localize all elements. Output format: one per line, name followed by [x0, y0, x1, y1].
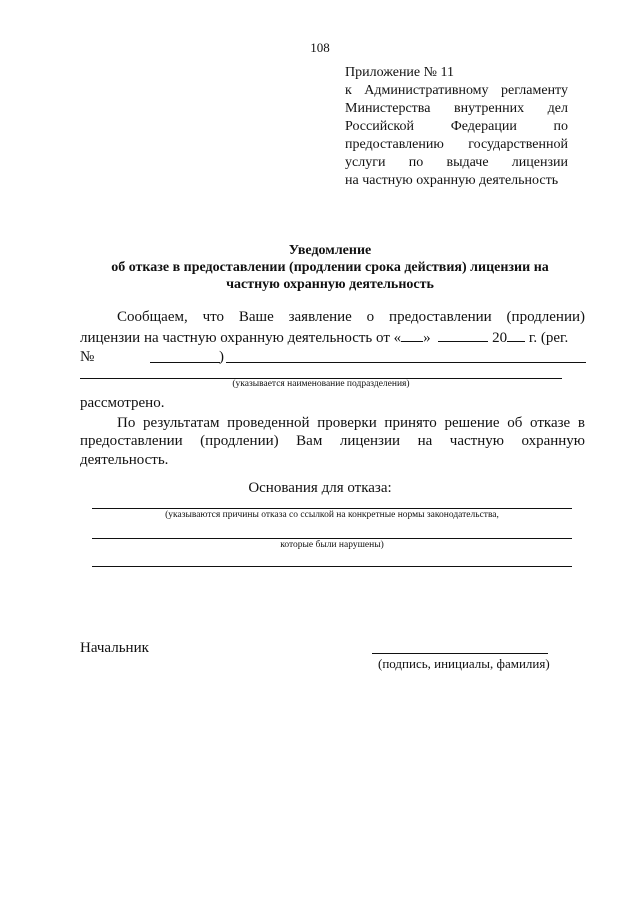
reg-paren: )	[219, 349, 224, 365]
day-blank	[401, 327, 423, 342]
title-line-3: частную охранную деятельность	[226, 277, 434, 292]
grounds-line-1	[92, 508, 572, 509]
appendix-header	[345, 64, 568, 190]
date-prefix-text: лицензии на частную охранную деятельность от «	[80, 330, 402, 346]
considered-text: рассмотрено.	[80, 395, 165, 411]
unit-name-caption: (указывается наименование подразделения)	[232, 379, 410, 389]
paragraph-2-line-3: деятельность.	[80, 452, 169, 468]
reg-number-label: №	[80, 349, 95, 365]
year-blank	[507, 327, 525, 342]
grounds-line-2	[92, 538, 572, 539]
signature-line	[372, 653, 548, 654]
appendix-line: предоставлению государственной	[345, 137, 568, 152]
signature-caption: (подпись, инициалы, фамилия)	[378, 656, 550, 671]
chief-label: Начальник	[80, 640, 149, 656]
reg-number-blank	[150, 362, 220, 363]
page-number: 108	[310, 40, 330, 55]
appendix-line: на частную охранную деятельность	[345, 173, 559, 188]
grounds-caption-2: которые были нарушены)	[280, 540, 384, 550]
paragraph-2-line-1: По результатам проведенной проверки принято решение об отказе в	[117, 415, 585, 431]
grounds-line-3	[92, 566, 572, 567]
paragraph-2-line-2: предоставлении (продлении) Вам лицензии на частную охранную	[80, 433, 585, 449]
title-line-1: Уведомление	[288, 243, 372, 258]
grounds-title: Основания для отказа:	[248, 480, 392, 496]
date-quote-close: »	[423, 330, 431, 346]
document-title	[80, 242, 580, 293]
appendix-line: Приложение № 11	[345, 65, 454, 80]
appendix-line: услуги по выдаче лицензии	[345, 155, 568, 170]
appendix-line: к Административному регламенту	[345, 83, 568, 98]
year-prefix: 20	[492, 330, 508, 346]
grounds-caption-1: (указываются причины отказа со ссылкой на конкретные нормы законодательства,	[165, 510, 499, 520]
paragraph-1-line-2	[80, 327, 585, 348]
appendix-line: Министерства внутренних дел	[345, 101, 568, 116]
appendix-line: Российской Федерации по	[345, 119, 568, 134]
month-blank	[438, 327, 488, 342]
paragraph-1-line-1: Сообщаем, что Ваше заявление о предоставлении (продлении)	[117, 309, 585, 325]
reg-label: г. (рег.	[528, 330, 569, 346]
title-line-2: об отказе в предоставлении (продлении срока действия) лицензии на	[111, 260, 549, 275]
unit-name-blank-1	[226, 362, 586, 363]
